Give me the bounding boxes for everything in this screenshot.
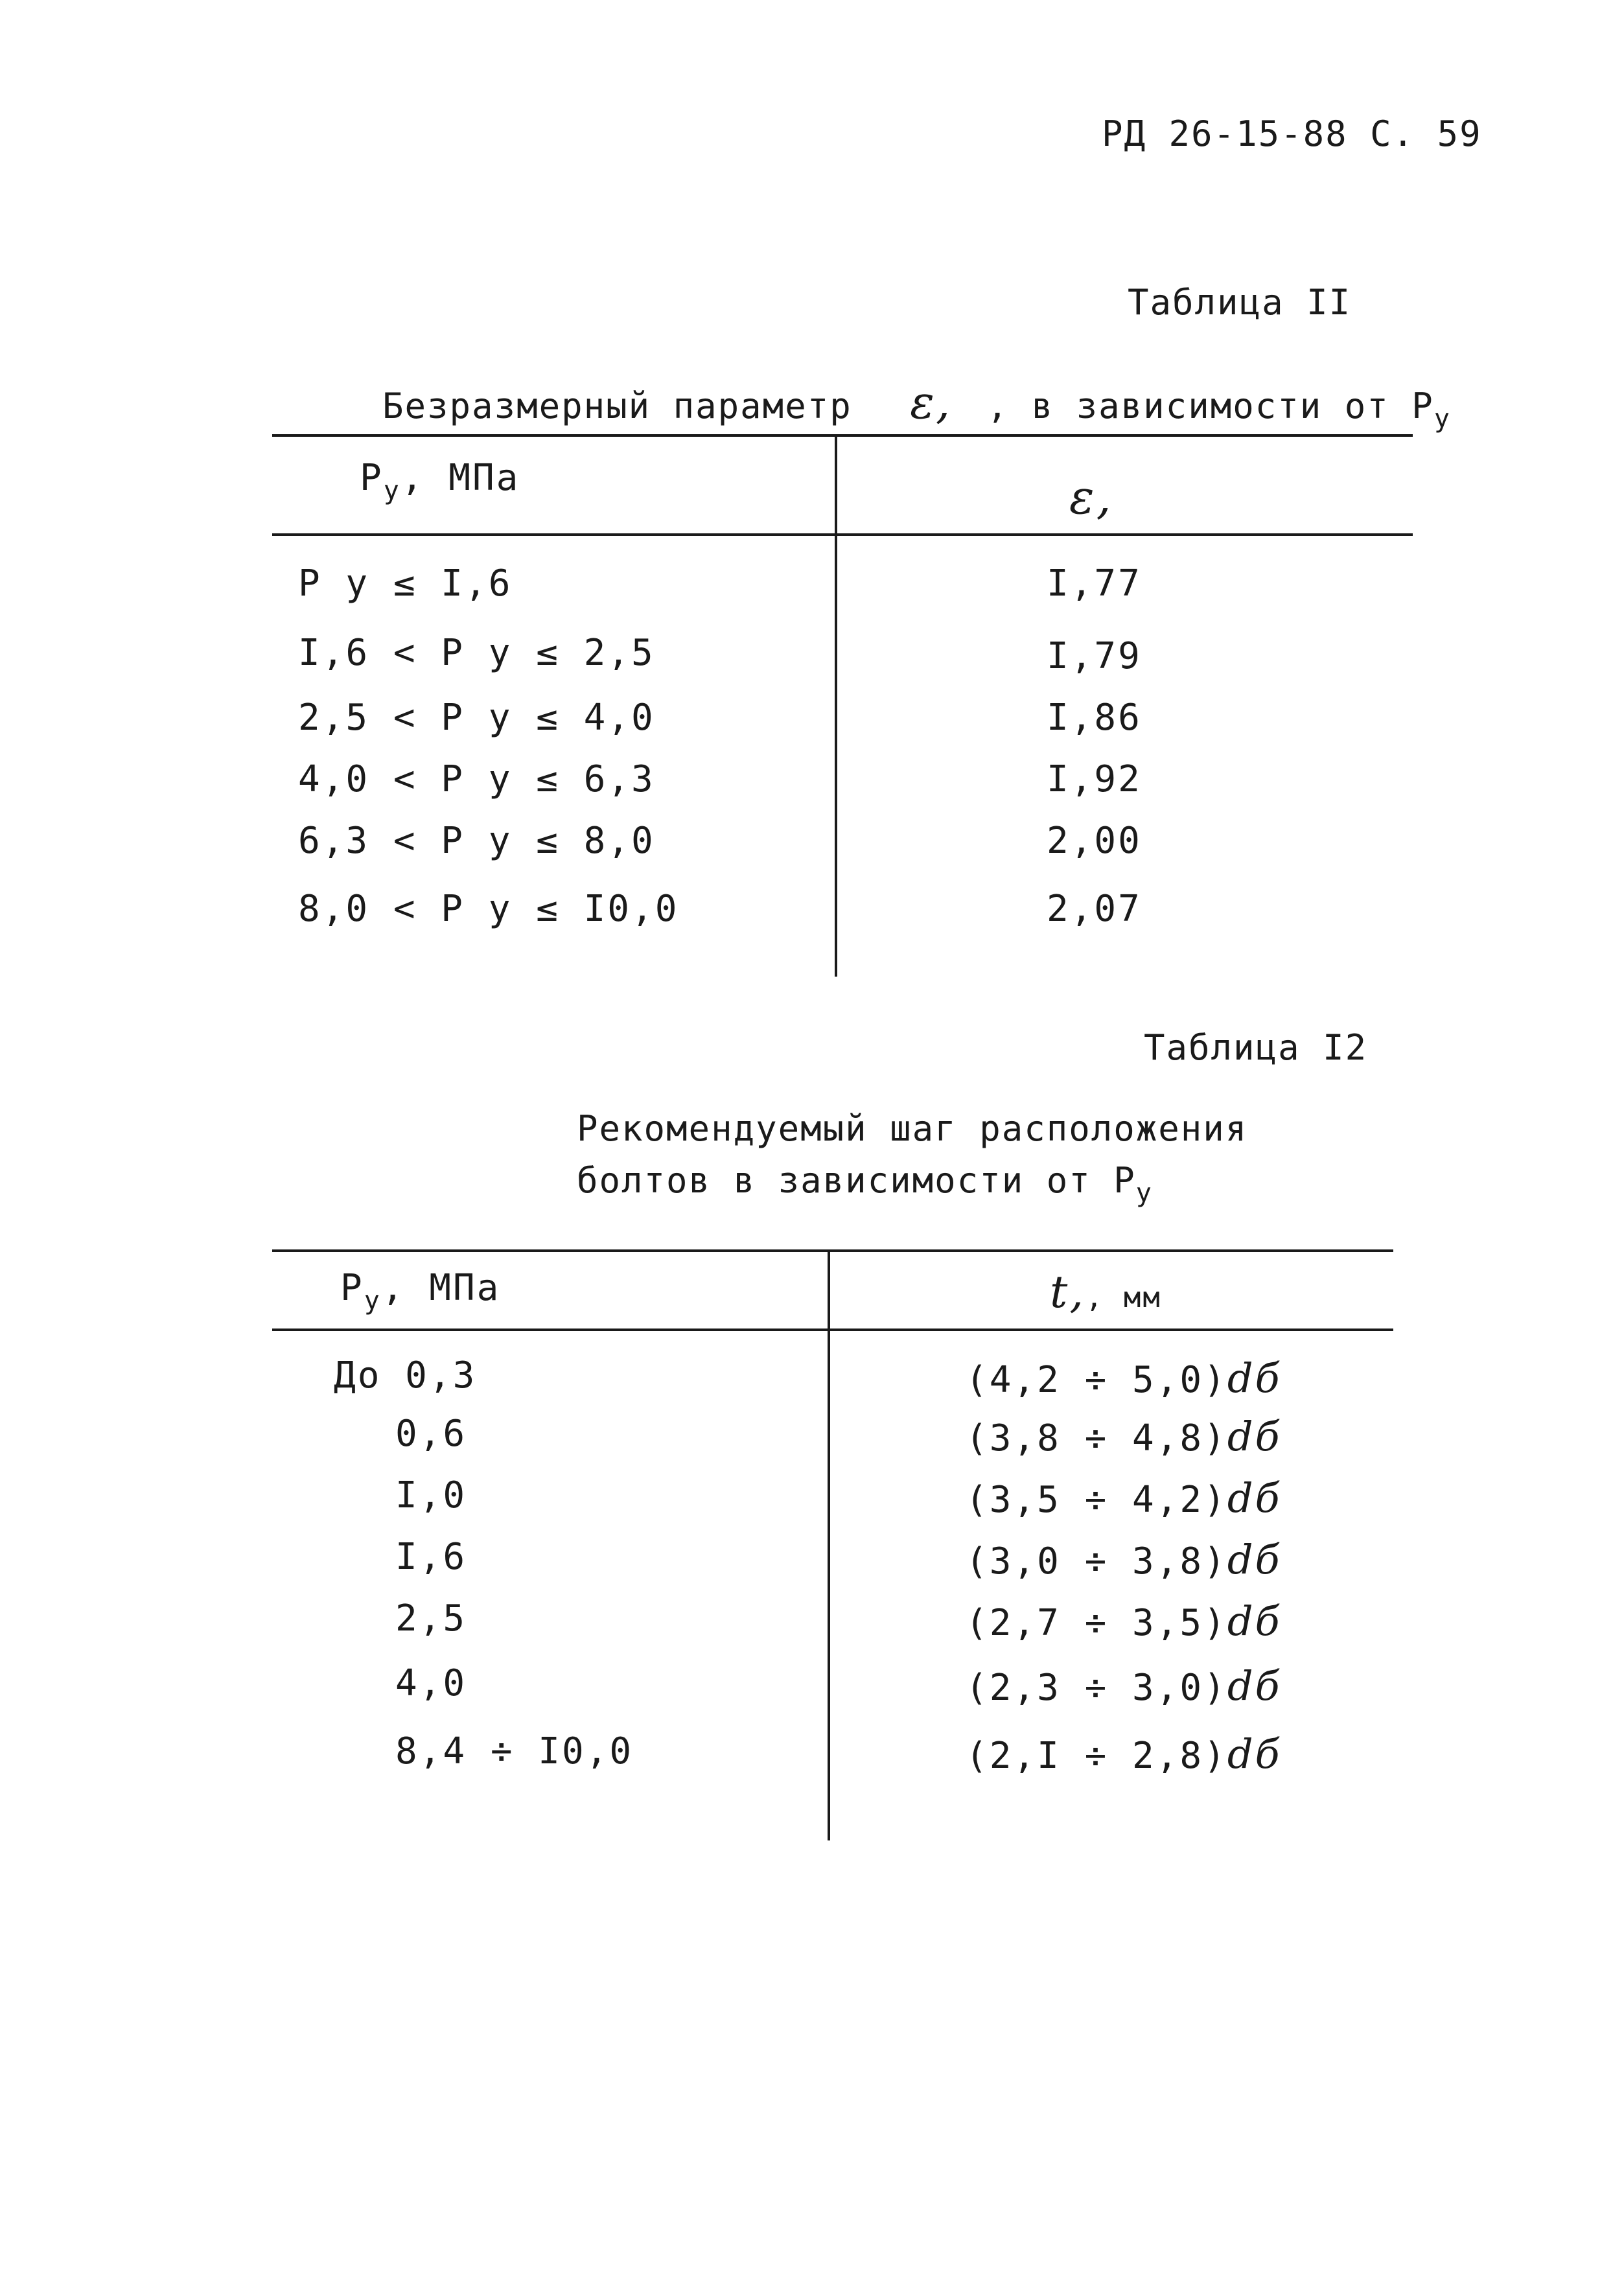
table11-label: Таблица II [1128,282,1352,323]
document-reference: РД 26-15-88 С. 59 [1102,113,1482,154]
table12-column-divider [828,1252,830,1840]
step-range: (3,0 ÷ 3,8) [966,1540,1227,1583]
table-row-step [966,1354,1281,1402]
bolt-diameter-symbol: dб [1227,1662,1282,1710]
col1-header-sub: у [364,1286,382,1316]
col1-header-sub: у [383,476,401,505]
bolt-diameter-symbol: dб [1227,1536,1282,1583]
table-row-value: I,79 [1047,635,1142,677]
bolt-diameter-symbol: dб [1227,1730,1282,1778]
table11-caption-suffix: , в зависимости от P [986,386,1434,426]
step-range: (2,3 ÷ 3,0) [966,1667,1227,1709]
col1-header-symbol: P [360,457,384,499]
table-row-pressure: 8,4 ÷ I0,0 [395,1730,634,1772]
table12-caption-line2-text: болтов в зависимости от P [577,1160,1136,1201]
table11-col1-header [360,457,520,505]
table11-caption-sub: у [1433,404,1451,434]
table11-top-rule [272,434,1413,437]
table-row-pressure: 4,0 [395,1662,467,1704]
table12-header-rule [272,1328,1393,1331]
pitch-symbol: t, [1050,1267,1085,1318]
table-row-range: 4,0 < P у ≤ 6,3 [298,758,655,800]
table12-col2-header [1050,1267,1162,1318]
bolt-diameter-symbol: dб [1227,1354,1282,1402]
table11-col2-header: ε, [1069,470,1113,524]
table-row-range: I,6 < P у ≤ 2,5 [298,632,655,674]
table-row-pressure: 2,5 [395,1597,467,1640]
table-row-step [966,1662,1281,1710]
step-range: (4,2 ÷ 5,0) [966,1359,1227,1401]
table-row-pressure: 0,6 [395,1413,467,1455]
table-row-pressure: I,0 [395,1474,467,1516]
step-range: (3,5 ÷ 4,2) [966,1479,1227,1521]
table-row-step [966,1597,1281,1645]
table12-caption-line1: Рекомендуемый шаг расположения [577,1108,1248,1149]
bolt-diameter-symbol: dб [1227,1413,1282,1460]
table-row-value: I,92 [1047,758,1142,800]
table-row-value: I,77 [1047,563,1142,605]
bolt-diameter-symbol: dб [1227,1597,1282,1645]
bolt-diameter-symbol: dб [1227,1474,1282,1522]
table-row-value: I,86 [1047,697,1142,739]
table-row-step [966,1536,1281,1583]
table12-caption-line2 [577,1160,1153,1208]
table-row-step [966,1730,1281,1778]
table-row-range: 2,5 < P у ≤ 4,0 [298,697,655,739]
table-row-step [966,1413,1281,1460]
col1-header-symbol: P [340,1267,364,1309]
table-row-value: 2,07 [1047,888,1142,930]
table12-caption-sub: у [1135,1178,1153,1208]
table-row-step [966,1474,1281,1522]
table11-header-rule [272,533,1413,536]
epsilon-symbol: ε, [910,376,952,429]
step-range: (2,I ÷ 2,8) [966,1735,1227,1777]
table-row-pressure: I,6 [395,1536,467,1578]
table12-col1-header [340,1267,501,1316]
table11-caption [382,376,1451,434]
table-row-range: 6,3 < P у ≤ 8,0 [298,820,655,862]
table-row-range: 8,0 < P у ≤ I0,0 [298,888,679,930]
table11-caption-prefix: Безразмерный параметр [382,386,852,426]
table12-label: Таблица I2 [1144,1027,1368,1068]
step-range: (3,8 ÷ 4,8) [966,1417,1227,1459]
col1-header-unit: , МПа [400,457,520,499]
step-range: (2,7 ÷ 3,5) [966,1602,1227,1644]
table-row-range: P у ≤ I,6 [298,563,513,605]
col2-header-unit: , мм [1085,1281,1162,1314]
table-row-value: 2,00 [1047,820,1142,862]
table12-top-rule [272,1249,1393,1252]
table11-column-divider [835,435,837,977]
table-row-pressure: До 0,3 [334,1354,477,1397]
col1-header-unit: , МПа [381,1267,501,1309]
